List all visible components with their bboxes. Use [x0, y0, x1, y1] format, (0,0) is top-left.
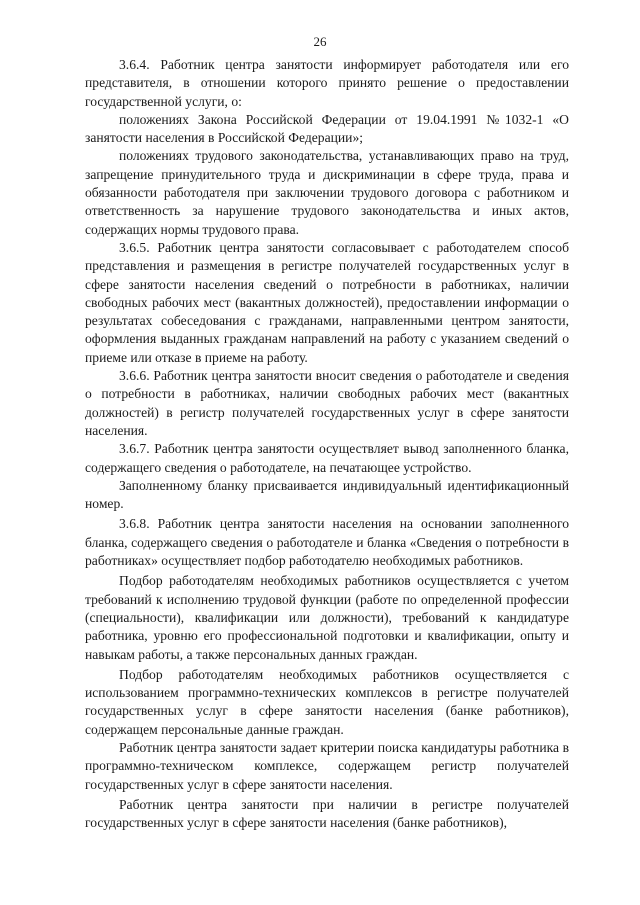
- paragraph-3-6-7: 3.6.7. Работник центра занятости осуществляет вывод заполненного бланка, содержащего сведения о работодателе, на печатающее устройство.: [85, 441, 569, 475]
- paragraph-labor-legislation: положениях трудового законодательства, устанавливающих право на труд, запрещение принудительного труда и дискриминации в сфере труда, права и обязанности работодателя при заключении трудового договора с работником и ответственность за нарушение трудового законодательства и иных актов, содержащих нормы трудового права.: [85, 148, 569, 237]
- paragraph-register-continuation: Работник центра занятости при наличии в регистре получателей государственных услуг в сфере занятости населения (банке работников),: [85, 796, 569, 831]
- paragraph-3-6-5: 3.6.5. Работник центра занятости согласовывает с работодателем способ представления и размещения в регистре получателей государственных услуг в сфере занятости населения сведений о потребности в работниках, наличии свободных рабочих мест (вакантных должностей), предоставлении информации о результатах собеседования с гражданами, направленными центром занятости, оформления выданных гражданам направлений на работу с указанием сведений о приеме или отказе в приеме на работу.: [85, 239, 569, 365]
- paragraph-3-6-4: 3.6.4. Работник центра занятости информирует работодателя или его представителя, в отношении которого принято решение о предоставлении государственной услуги, о:: [85, 57, 569, 109]
- paragraph-selection-requirements: Подбор работодателям необходимых работников осуществляется с учетом требований к исполнению трудовой функции (работе по определенной профессии (специальности), квалификации или должности), требований к кандидатуре работника, уровню его профессиональной подготовки и квалификации, опыту и навыкам работы, а также персональных данных граждан.: [85, 573, 569, 662]
- paragraph-blank-number: Заполненному бланку присваивается индивидуальный идентификационный номер.: [85, 477, 569, 512]
- page-number: 26: [313, 34, 327, 49]
- paragraph-3-6-6: 3.6.6. Работник центра занятости вносит сведения о работодателе и сведения о потребности в работниках, наличии свободных рабочих мест (вакантных должностей) в регистр получателей государственных услуг в сфере занятости населения.: [85, 368, 569, 438]
- paragraph-3-6-8: 3.6.8. Работник центра занятости населения на основании заполненного бланка, содержащего сведения о работодателе и бланка «Сведения о потребности в работниках» осуществляет подбор работодателю необходимых работников.: [85, 516, 569, 569]
- paragraph-selection-software: Подбор работодателям необходимых работников осуществляется с использованием программно-технических комплексов в регистре получателей государственных услуг в сфере занятости населения (банке работников), содержащем персональные данные граждан.: [85, 666, 569, 737]
- paragraph-search-criteria: Работник центра занятости задает критерии поиска кандидатуры работника в программно-техническом комплексе, содержащем регистр получателей государственных услуг в сфере занятости населения.: [85, 739, 569, 792]
- document-body: [85, 56, 569, 832]
- paragraph-law-reference: положениях Закона Российской Федерации от 19.04.1991 №1032-1 «О занятости населения в Российской Федерации»;: [85, 111, 569, 146]
